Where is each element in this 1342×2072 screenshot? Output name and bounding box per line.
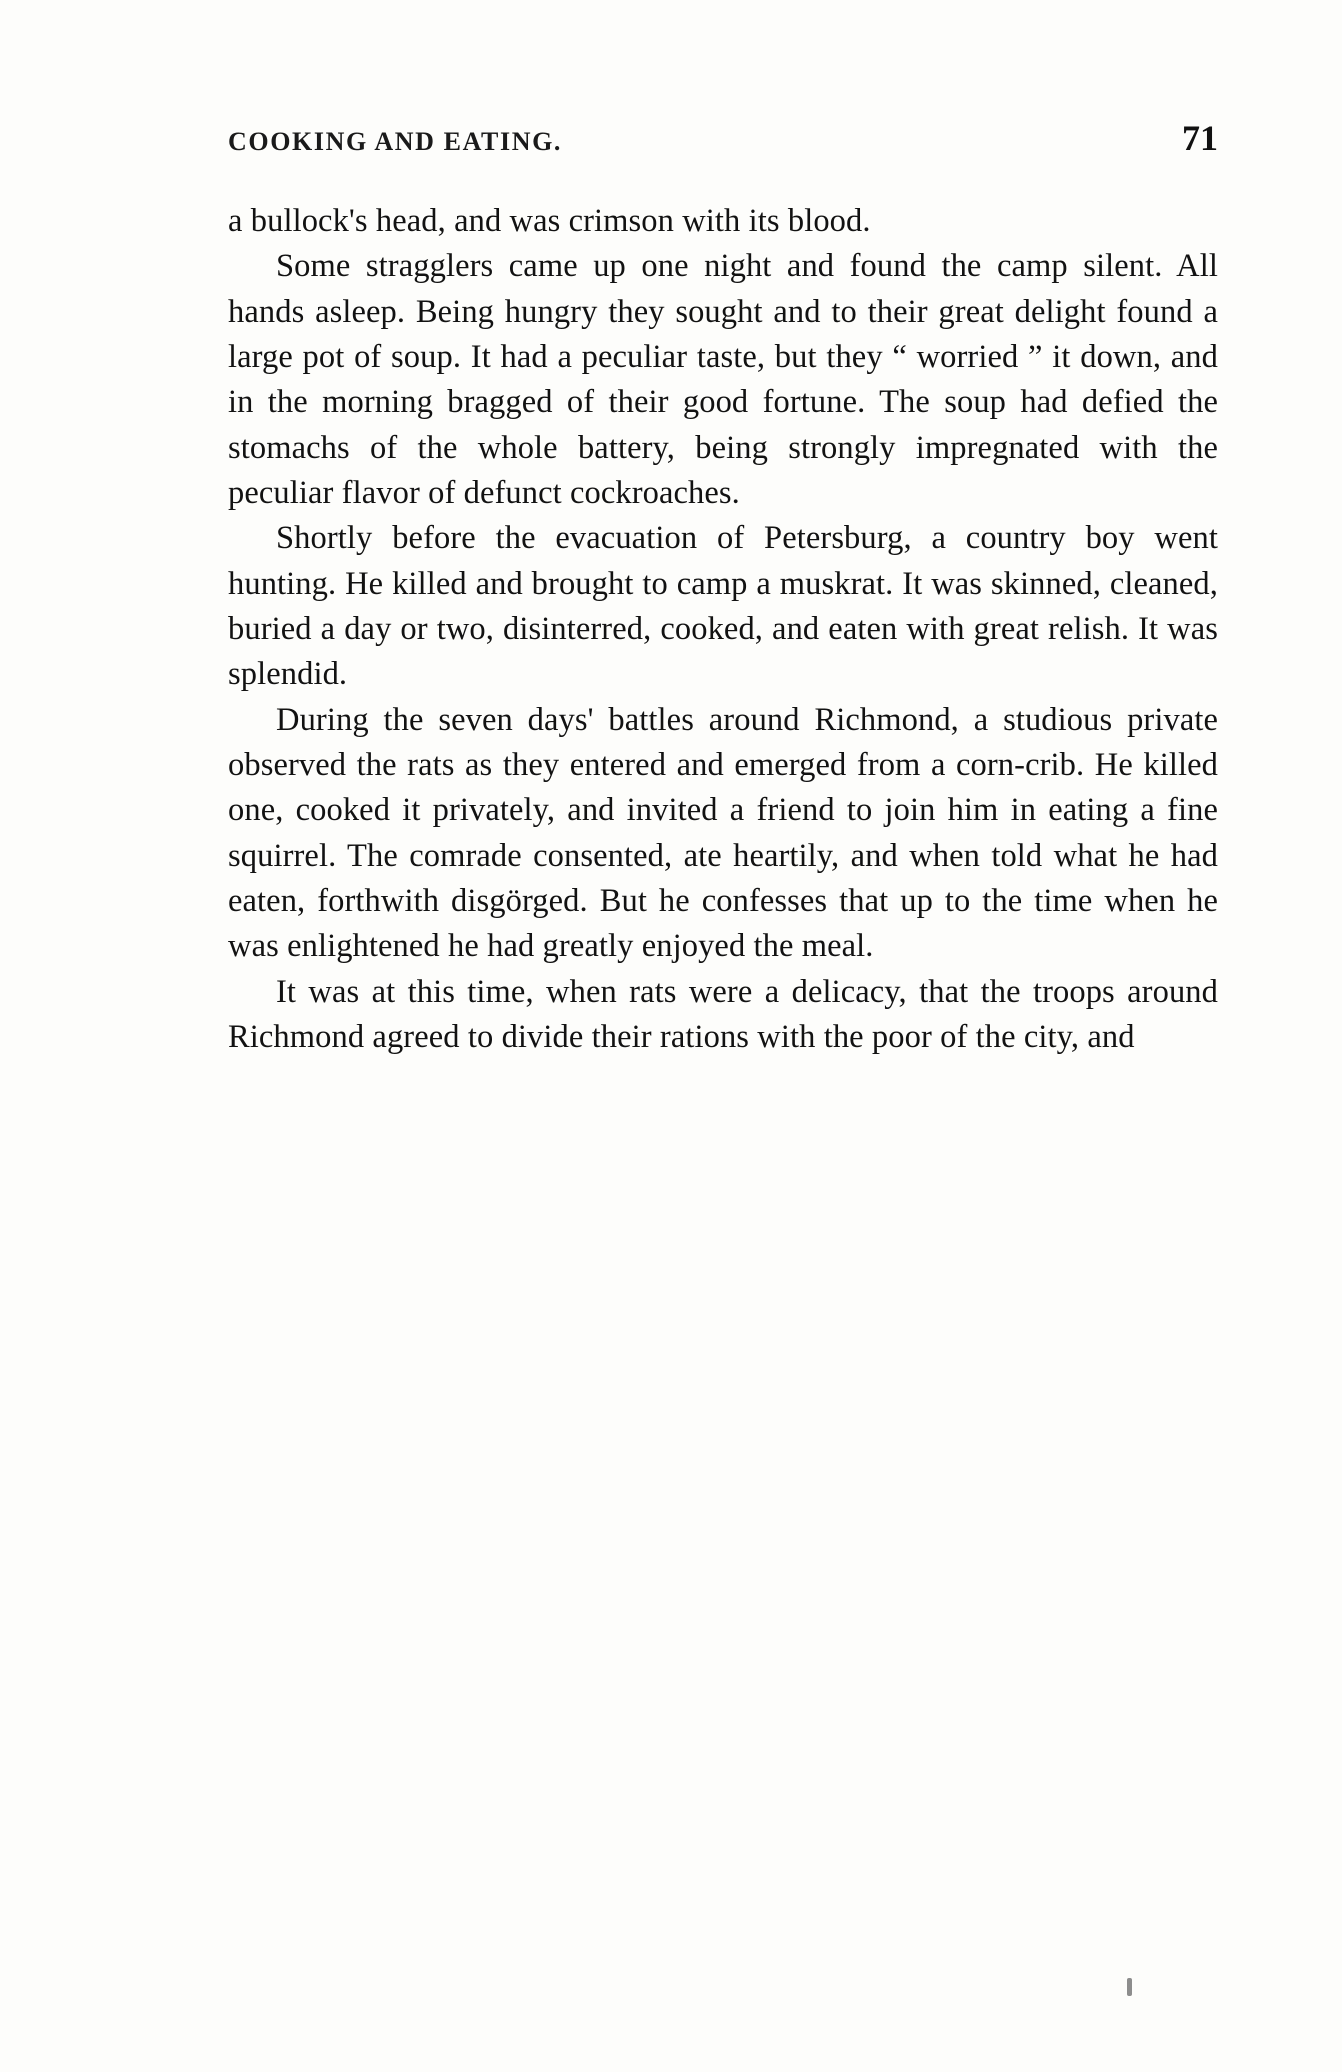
paragraph-rats: During the seven days' battles around Richmond, a studious private observed the rats as they entered and emerged from a corn-crib. He killed one, cooked it privately, and invited a friend to join him in eating a fine squirrel. The comrade consented, ate heartily, and when told what he had eaten, forthwith disgörged. But he confesses that up to the time when he was enlightened he had greatly enjoyed the meal. [228, 701, 1218, 965]
paragraph-muskrat: Shortly before the evacuation of Petersburg, a country boy went hunting. He killed and brought to camp a muskrat. It was skinned, cleaned, buried a day or two, disinterred, cooked, and eaten with great relish. It was splendid. [228, 520, 1218, 693]
paragraph-stragglers: Some stragglers came up one night and found the camp silent. All hands asleep. Being hungry they sought and to their great delight found a large pot of soup. It had a peculiar taste, but they “ worried ” it down, and in the morning bragged of their good fortune. The soup had defied the stomachs of the whole battery, being strongly impregnated with the peculiar flavor of defunct cockroaches. [228, 248, 1218, 511]
running-head-title: COOKING AND EATING. [228, 127, 563, 156]
running-head [228, 120, 1218, 157]
page-text-block [228, 120, 1218, 1060]
paragraph-delicacy: It was at this time, when rats were a delicacy, that the troops around Richmond agreed to divide their rations with the poor of the city, and [228, 973, 1218, 1055]
paragraph-continued: a bullock's head, and was crimson with its blood. [228, 203, 871, 239]
page-number: 71 [1182, 118, 1218, 158]
page-speck [1127, 1978, 1132, 1996]
